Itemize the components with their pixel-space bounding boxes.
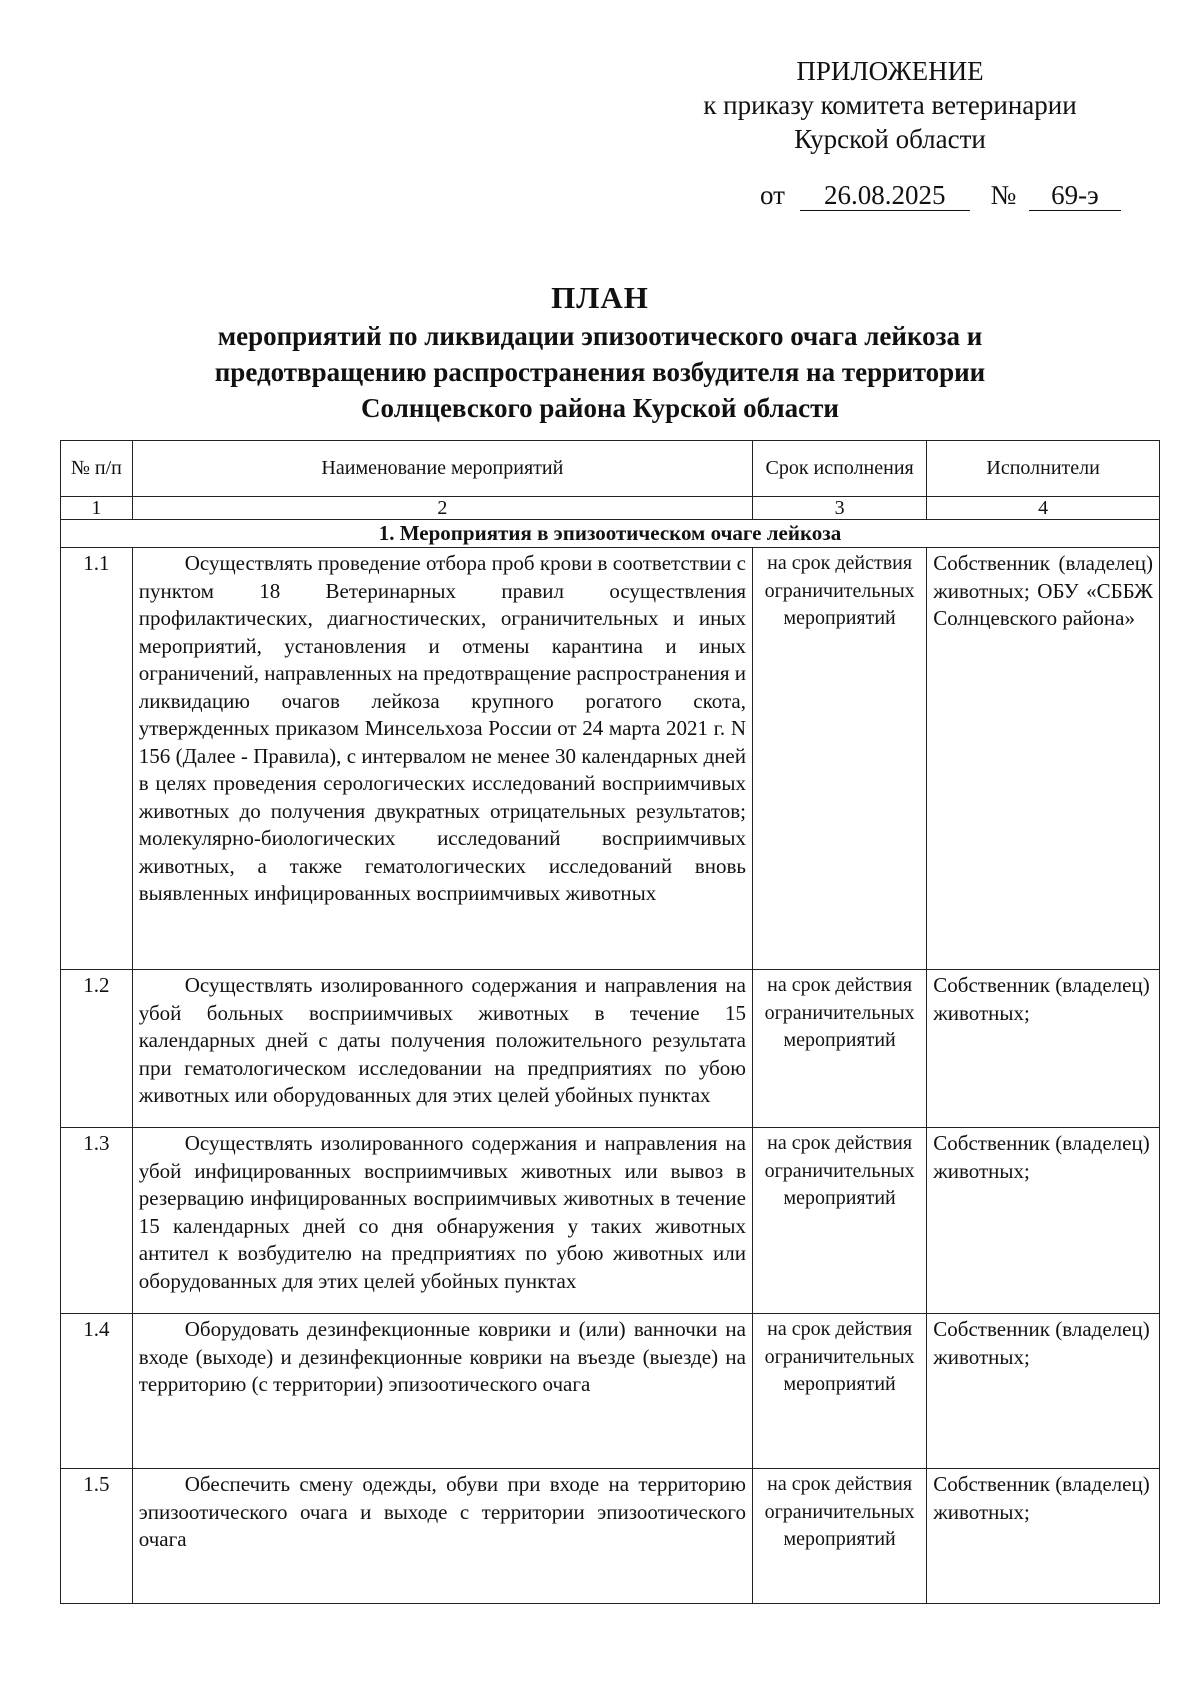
col-number: 2 — [132, 497, 752, 520]
col-number: 3 — [752, 497, 926, 520]
col-number: 1 — [61, 497, 133, 520]
row-executors: Собственник (владелец) животных; — [927, 970, 1160, 1128]
table-row — [61, 1314, 1160, 1469]
table-row — [61, 970, 1160, 1128]
plan-subtitle-line: Солнцевского района Курской области — [361, 393, 839, 423]
row-measure: Оборудовать дезинфекционные коврики и (или) ванночки на входе (выходе) и дезинфекционные коврики на въезде (выезде) на территорию (с территории) эпизоотического очага — [132, 1314, 752, 1469]
row-number: 1.4 — [61, 1314, 133, 1469]
appendix-header — [600, 54, 1180, 156]
date-prefix: от — [760, 180, 785, 210]
row-executors: Собственник (владелец) животных; — [927, 1314, 1160, 1469]
appendix-order-ref: к приказу комитета ветеринарии — [703, 90, 1077, 120]
row-term: на срок действия ограничительных мероприятий — [752, 548, 926, 970]
row-term: на срок действия ограничительных мероприятий — [752, 1128, 926, 1314]
measures-table — [60, 440, 1160, 1604]
order-date: 26.08.2025 — [800, 180, 970, 211]
row-number: 1.5 — [61, 1469, 133, 1604]
col-header-executors: Исполнители — [927, 441, 1160, 497]
section-row — [61, 520, 1160, 548]
column-numbers-row — [61, 497, 1160, 520]
row-measure: Осуществлять изолированного содержания и направления на убой инфицированных восприимчивых животных или вывоз в резервацию инфицированных восприимчивых животных в течение 15 календарных дней со дня обнаружения у таких животных антител к возбудителю на предприятиях по убою животных или оборудованных для этих целей убойных пунктах — [132, 1128, 752, 1314]
table-row — [61, 548, 1160, 970]
plan-heading: ПЛАН — [551, 280, 649, 315]
row-measure: Обеспечить смену одежды, обуви при входе на территорию эпизоотического очага и выходе с территории эпизоотического очага — [132, 1469, 752, 1604]
col-header-name: Наименование мероприятий — [132, 441, 752, 497]
row-term: на срок действия ограничительных мероприятий — [752, 1469, 926, 1604]
col-header-num: № п/п — [61, 441, 133, 497]
row-number: 1.3 — [61, 1128, 133, 1314]
table-row — [61, 1128, 1160, 1314]
col-number: 4 — [927, 497, 1160, 520]
table-row — [61, 1469, 1160, 1604]
table-header-row — [61, 441, 1160, 497]
plan-subtitle-line: предотвращению распространения возбудителя на территории — [214, 357, 986, 387]
row-executors: Собственник (владелец) животных; — [927, 1128, 1160, 1314]
order-date-number — [760, 180, 1121, 211]
order-number: 69-э — [1029, 180, 1121, 211]
appendix-label: ПРИЛОЖЕНИЕ — [796, 56, 984, 86]
row-term: на срок действия ограничительных мероприятий — [752, 970, 926, 1128]
plan-subtitle-line: мероприятий по ликвидации эпизоотического очага лейкоза и — [217, 321, 983, 351]
row-term: на срок действия ограничительных мероприятий — [752, 1314, 926, 1469]
row-executors: Собственник (владелец) животных; ОБУ «СББЖ Солнцевского района» — [927, 548, 1160, 970]
number-prefix: № — [990, 180, 1017, 210]
col-header-term: Срок исполнения — [752, 441, 926, 497]
plan-title — [60, 278, 1140, 426]
row-executors: Собственник (владелец) животных; — [927, 1469, 1160, 1604]
section-title: 1. Мероприятия в эпизоотическом очаге лейкоза — [61, 520, 1160, 548]
row-number: 1.1 — [61, 548, 133, 970]
row-number: 1.2 — [61, 970, 133, 1128]
appendix-region: Курской области — [794, 124, 986, 154]
row-measure: Осуществлять проведение отбора проб крови в соответствии с пунктом 18 Ветеринарных правил осуществления профилактических, диагностических, ограничительных и иных мероприятий, установления и отмены карантина и иных ограничений, направленных на предотвращение распространения и ликвидацию очагов лейкоза крупного рогатого скота, утвержденных приказом Минсельхоза России от 24 марта 2021 г. N 156 (Далее - Правила), с интервалом не менее 30 календарных дней в целях проведения серологических исследований восприимчивых животных до получения двукратных отрицательных результатов; молекулярно-биологических исследований восприимчивых животных, а также гематологических исследований вновь выявленных инфицированных восприимчивых животных — [132, 548, 752, 970]
row-measure: Осуществлять изолированного содержания и направления на убой больных восприимчивых животных в течение 15 календарных дней с даты получения положительного результата при гематологическом исследовании на предприятиях по убою животных или оборудованных для этих целей убойных пунктах — [132, 970, 752, 1128]
